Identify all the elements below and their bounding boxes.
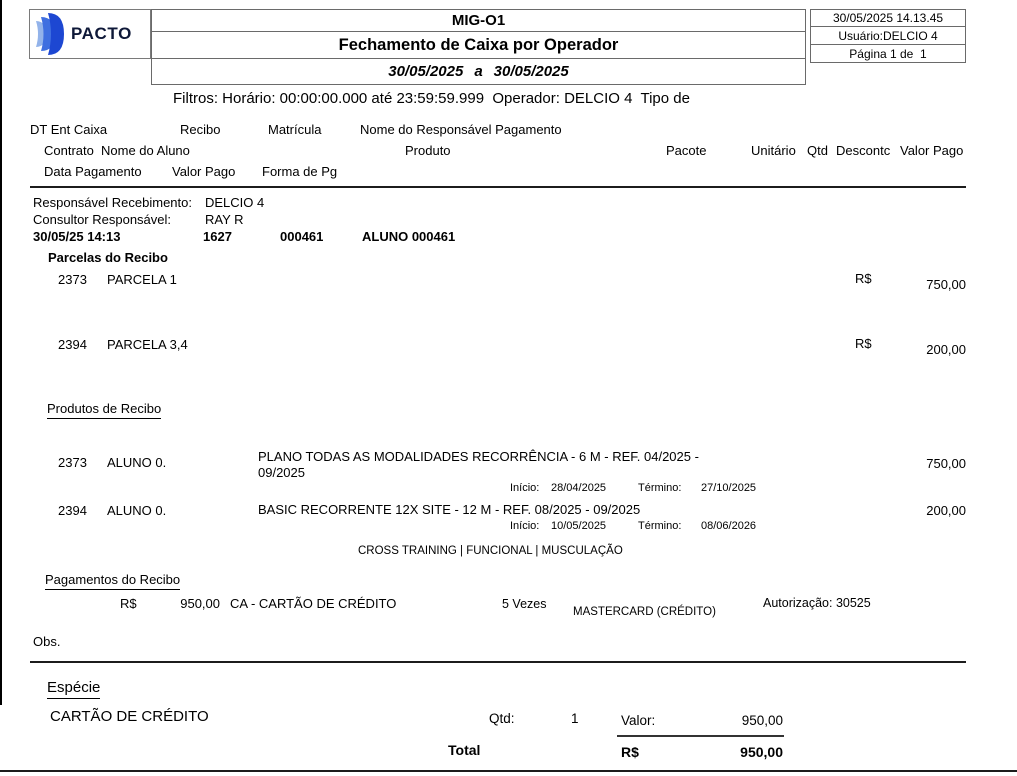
consultor-value: RAY R [205,212,244,227]
pagamento-moeda: R$ [120,596,137,611]
produto-aluno: ALUNO 0. [107,455,167,470]
report-title: Fechamento de Caixa por Operador [338,35,619,54]
date-start: 30/05/2025 [388,63,464,80]
responsavel-value: DELCIO 4 [205,195,265,210]
produto-descricao: PLANO TODAS AS MODALIDADES RECORRÊNCIA - 6 M - REF. 04/2025 - 09/2025 [258,449,699,480]
col-qtd: Qtd [807,143,828,158]
produto-termino: 27/10/2025 [701,482,757,494]
date-separator: a [474,63,483,80]
col-valor-pago-2: Valor Pago [172,164,236,179]
especie-title: Espécie [47,679,100,699]
page-bottom-border [0,770,1017,772]
col-recibo: Recibo [180,122,221,137]
total-label: Total [448,742,481,758]
consultor-label: Consultor Responsável: [33,212,172,227]
pacto-logo-icon [35,12,71,56]
logo-box [29,9,151,59]
parcela-moeda: R$ [855,336,872,351]
page-indicator-cell [810,44,966,63]
produto-inicio: 10/05/2025 [551,520,607,532]
responsavel-label: Responsável Recebimento: [33,195,192,210]
parcela-descricao: PARCELA 1 [107,272,177,287]
page-left-border [0,0,2,705]
col-produto: Produto [405,143,451,158]
pagamento-valor: 950,00 [180,596,220,611]
modalidades-line: CROSS TRAINING | FUNCIONAL | MUSCULAÇÃO [358,545,623,557]
col-forma-pg: Forma de Pg [262,164,338,179]
entry-nome: ALUNO 000461 [362,229,456,244]
produto-valor: 750,00 [926,456,966,471]
produto-termino-label: Término: [638,482,682,494]
produto-numero: 2394 [58,503,87,518]
generated-at-cell [810,9,966,27]
especie-qtd: 1 [571,711,579,726]
report-code-cell [151,9,806,32]
especie-nome: CARTÃO DE CRÉDITO [50,708,209,725]
col-desconto: Descontc [836,143,891,158]
produto-inicio-label: Início: [510,520,540,532]
report-date-range-cell [151,58,806,85]
header-divider [30,186,966,188]
total-moeda: R$ [621,744,639,760]
pagamentos-title: Pagamentos do Recibo [45,572,180,590]
pagamento-autorizacao: Autorização: 30525 [763,596,871,610]
parcela-moeda: R$ [855,271,872,286]
produto-aluno: ALUNO 0. [107,503,167,518]
filters-line: Filtros: Horário: 00:00:00.000 até 23:59:59.999 Operador: DELCIO 4 Tipo de [173,90,690,107]
section-divider [30,661,966,663]
user-line: Usuário:DELCIO 4 [838,28,938,43]
especie-valor-label: Valor: [621,713,656,728]
produto-termino: 08/06/2026 [701,520,757,532]
produto-descricao: BASIC RECORRENTE 12X SITE - 12 M - REF. 08/2025 - 09/2025 [258,502,641,517]
parcela-numero: 2373 [58,272,87,287]
date-end: 30/05/2025 [493,63,569,80]
col-valor-pago: Valor Pago [900,143,964,158]
entry-recibo: 1627 [203,229,232,244]
produto-termino-label: Término: [638,520,682,532]
pagamento-forma: CA - CARTÃO DE CRÉDITO [230,596,397,611]
col-unitario: Unitário [751,143,796,158]
produto-inicio-label: Início: [510,482,540,494]
especie-qtd-label: Qtd: [489,711,515,726]
col-nome-responsavel: Nome do Responsável Pagamento [360,122,562,137]
user-cell [810,26,966,45]
parcela-valor: 750,00 [926,277,966,292]
obs-label: Obs. [33,634,61,649]
produtos-title: Produtos de Recibo [47,401,161,419]
generated-at: 30/05/2025 14.13.45 [832,11,944,25]
logo-wordmark: PACTO [71,24,132,43]
entry-matricula: 000461 [280,229,324,244]
produto-numero: 2373 [58,455,87,470]
report-title-cell [151,31,806,59]
col-contrato: Contrato [44,143,94,158]
col-nome-aluno: Nome do Aluno [101,143,190,158]
col-pacote: Pacote [666,143,707,158]
parcela-valor: 200,00 [926,342,966,357]
entry-datetime: 30/05/25 14:13 [33,229,121,244]
pagamento-bandeira: MASTERCARD (CRÉDITO) [573,606,716,618]
col-data-pagamento: Data Pagamento [44,164,142,179]
produto-inicio: 28/04/2025 [551,482,607,494]
especie-valor: 950,00 [741,713,783,728]
total-valor: 950,00 [740,744,783,760]
col-dt-ent-caixa: DT Ent Caixa [30,122,108,137]
pagamento-parcelamento: 5 Vezes [502,597,547,611]
col-matricula: Matrícula [268,122,322,137]
report-code: MIG-O1 [451,12,506,29]
total-divider [617,735,784,737]
parcela-descricao: PARCELA 3,4 [107,337,188,352]
page-indicator: Página 1 de 1 [849,46,927,61]
parcela-numero: 2394 [58,337,87,352]
produto-valor: 200,00 [926,503,966,518]
parcelas-title: Parcelas do Recibo [48,250,168,265]
